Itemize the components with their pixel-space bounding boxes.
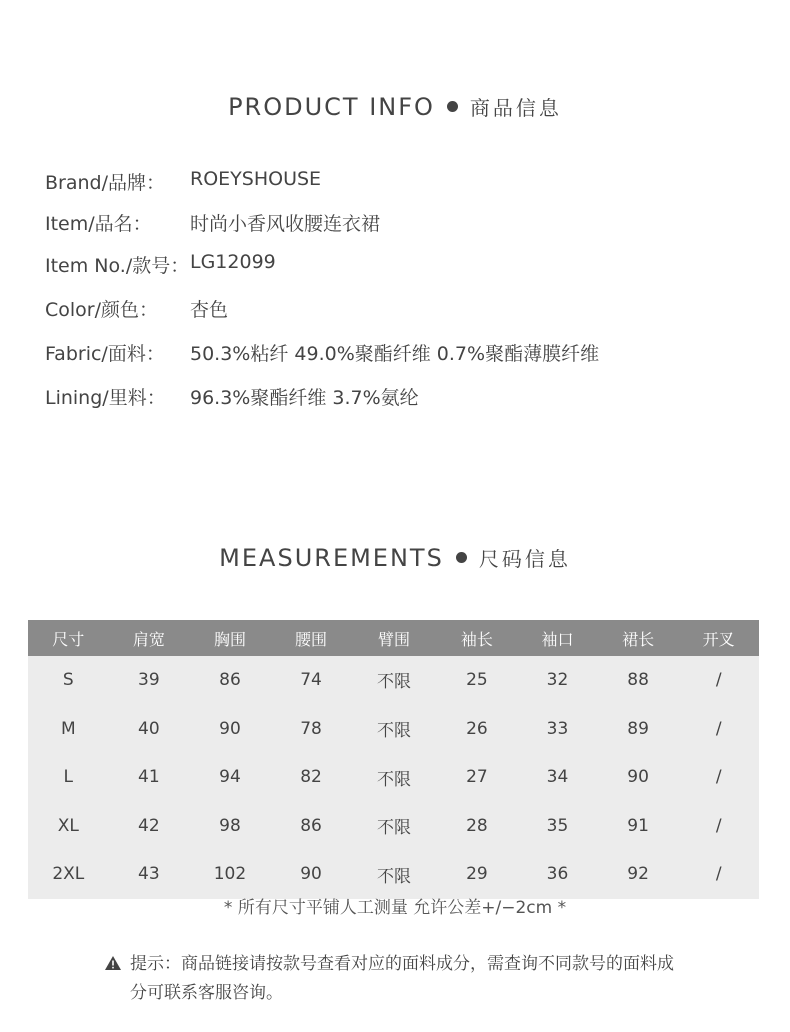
table-cell: 35 <box>546 815 569 836</box>
table-cell: / <box>715 767 722 788</box>
table-cell: / <box>715 669 722 690</box>
tip-text: 提示：商品链接请按款号查看对应的面料成分，需查询不同款号的面料成分可联系客服咨询。 <box>130 954 674 1003</box>
table-cell: 74 <box>300 669 322 690</box>
product-info-title <box>0 92 790 121</box>
size-table <box>28 620 759 899</box>
table-cell: XL <box>57 815 79 836</box>
table-cell: / <box>715 815 722 836</box>
size-table-header <box>28 620 759 656</box>
table-cell: / <box>715 718 722 739</box>
table-cell: 34 <box>546 767 569 788</box>
info-row-fabric <box>45 339 599 366</box>
table-cell: 27 <box>466 767 488 788</box>
table-cell: M <box>60 718 76 739</box>
info-value: 50.3%粘纤 49.0%聚酯纤维 0.7%聚酯薄膜纤维 <box>190 343 600 365</box>
header-cell: 尺寸 <box>52 629 85 649</box>
info-label: Color/颜色： <box>45 299 159 321</box>
measurement-note: * 所有尺寸平铺人工测量 允许公差+/−2cm * <box>223 898 567 918</box>
info-row-item-no <box>45 251 276 278</box>
warning-icon <box>104 950 130 1008</box>
table-cell: 40 <box>138 718 160 739</box>
bullet-dot-icon <box>456 552 467 563</box>
table-cell: 86 <box>300 815 322 836</box>
table-cell: 29 <box>466 864 488 885</box>
table-cell: 82 <box>300 767 322 788</box>
table-row <box>28 802 759 851</box>
header-cell: 腰围 <box>295 629 328 649</box>
header-cell: 胸围 <box>213 629 246 649</box>
info-label: Item/品名： <box>45 213 152 235</box>
table-cell: 25 <box>466 669 488 690</box>
table-cell: 42 <box>138 815 160 836</box>
measurements-title-en: MEASUREMENTS <box>219 543 444 572</box>
header-cell: 袖口 <box>541 629 574 649</box>
info-value: 96.3%聚酯纤维 3.7%氨纶 <box>190 387 419 409</box>
table-row <box>28 850 759 899</box>
table-cell: 不限 <box>376 769 411 790</box>
table-cell: 90 <box>627 767 649 788</box>
table-cell: 26 <box>466 718 488 739</box>
header-cell: 袖长 <box>460 629 493 649</box>
table-cell: 33 <box>546 718 569 739</box>
header-cell: 裙长 <box>622 629 655 649</box>
table-cell: 89 <box>627 718 649 739</box>
table-cell: 98 <box>219 815 241 836</box>
table-cell: 36 <box>546 864 569 885</box>
info-row-item <box>45 209 380 236</box>
table-cell: 90 <box>300 864 322 885</box>
info-row-brand <box>45 168 321 195</box>
tip-notice <box>104 950 704 1008</box>
info-value: ROEYSHOUSE <box>190 168 322 190</box>
info-row-color <box>45 295 228 322</box>
header-cell: 开叉 <box>702 629 735 649</box>
info-label: Fabric/面料： <box>45 343 165 365</box>
header-cell: 臂围 <box>377 629 410 649</box>
table-cell: S <box>62 669 74 690</box>
table-cell: 不限 <box>376 672 411 693</box>
table-cell: 88 <box>627 669 649 690</box>
table-cell: 39 <box>138 669 160 690</box>
table-cell: L <box>63 767 74 788</box>
table-cell: 92 <box>627 864 649 885</box>
product-info-title-cn: 商品信息 <box>469 96 562 120</box>
info-row-lining <box>45 383 419 410</box>
table-cell: 不限 <box>376 866 411 887</box>
table-cell: 90 <box>219 718 241 739</box>
info-label: Lining/里料： <box>45 387 166 409</box>
table-cell: 102 <box>213 864 247 885</box>
info-value: 时尚小香风收腰连衣裙 <box>190 213 381 235</box>
table-cell: 2XL <box>52 864 85 885</box>
bullet-dot-icon <box>447 101 458 112</box>
measurements-title <box>0 543 790 572</box>
table-cell: 不限 <box>376 818 411 839</box>
info-label: Brand/品牌： <box>45 172 165 194</box>
table-row <box>28 753 759 802</box>
header-cell: 肩宽 <box>132 629 165 649</box>
table-row <box>28 705 759 754</box>
table-cell: / <box>715 864 722 885</box>
table-cell: 94 <box>219 767 241 788</box>
table-cell: 28 <box>466 815 488 836</box>
info-label: Item No./款号： <box>45 255 190 277</box>
table-cell: 78 <box>300 718 322 739</box>
table-cell: 43 <box>138 864 160 885</box>
info-value: LG12099 <box>190 251 276 273</box>
table-cell: 不限 <box>376 721 411 742</box>
table-row <box>28 656 759 705</box>
info-value: 杏色 <box>190 299 229 321</box>
table-cell: 86 <box>219 669 241 690</box>
table-cell: 32 <box>546 669 569 690</box>
measurements-title-cn: 尺码信息 <box>478 547 571 571</box>
product-info-title-en: PRODUCT INFO <box>228 92 435 121</box>
table-cell: 91 <box>627 815 649 836</box>
table-cell: 41 <box>138 767 160 788</box>
